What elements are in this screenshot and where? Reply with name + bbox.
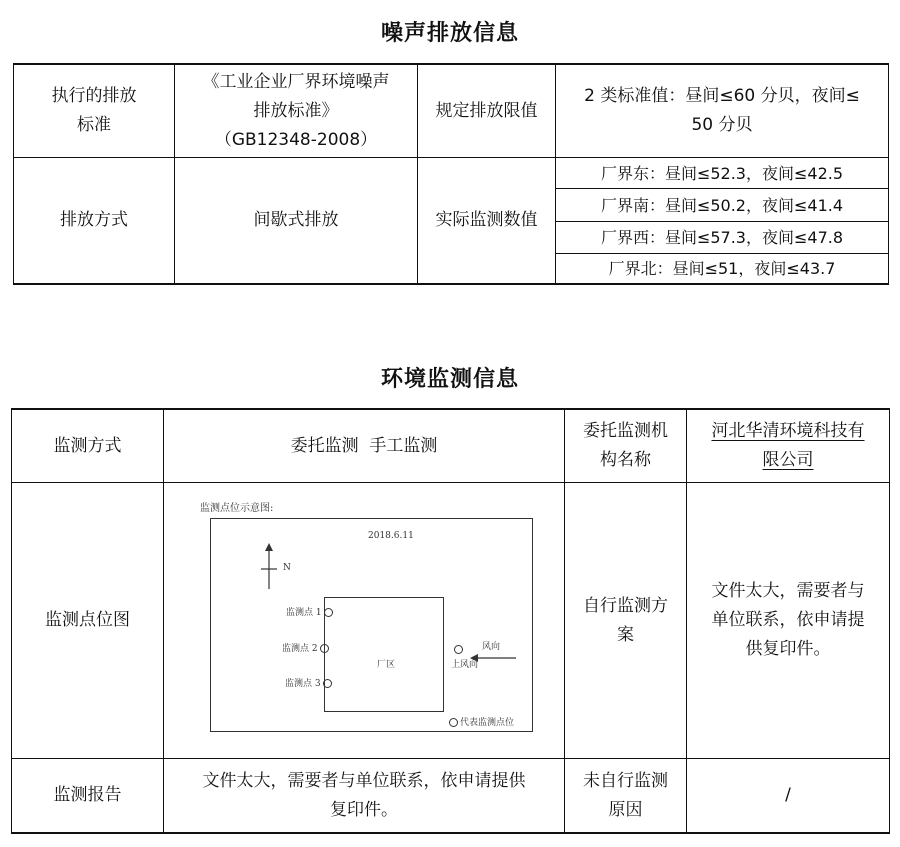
report-label: 监测报告 <box>53 785 122 805</box>
reason-label: 未自行监测 原因 <box>583 770 668 820</box>
reason-value: / <box>785 785 791 805</box>
reading-west: 厂界西：昼间≤57.3，夜间≤47.8 <box>600 228 844 247</box>
plan-label: 自行监测方 案 <box>583 595 668 645</box>
monitoring-point-1: 监测点 1 <box>286 605 333 618</box>
north-arrow-icon <box>259 543 279 593</box>
legend-marker-icon <box>449 718 458 727</box>
plan-value: 文件太大，需要者与 单位联系，依申请提 供复印件。 <box>711 581 865 659</box>
map-heading: 监测点位示意图: <box>200 503 274 514</box>
agency-value: 河北华清环境科技有 限公司 <box>711 421 865 470</box>
noise-section-title: 噪声排放信息 <box>380 21 519 46</box>
map-label: 监测点位图 <box>45 610 130 630</box>
method-label: 排放方式 <box>60 210 128 230</box>
wind-label: 风向 <box>482 642 501 652</box>
monitoring-section-title: 环境监测信息 <box>380 367 519 392</box>
actual-label: 实际监测数值 <box>435 210 538 230</box>
north-label: N <box>283 563 291 573</box>
point-marker-icon <box>323 679 332 688</box>
method-value: 间歇式排放 <box>253 210 339 230</box>
map-date: 2018.6.11 <box>368 531 414 541</box>
point-marker-icon <box>324 608 333 617</box>
upwind-label: 上风向 <box>451 660 479 670</box>
reading-south: 厂界南：昼间≤50.2，夜间≤41.4 <box>600 195 844 215</box>
factory-label: 厂区 <box>377 660 396 670</box>
report-value: 文件太大，需要者与单位联系，依申请提供 复印件。 <box>202 770 526 820</box>
monitoring-point-map <box>164 483 564 758</box>
limit-label: 规定排放限值 <box>435 100 538 121</box>
reading-north: 厂界北：昼间≤51，夜间≤43.7 <box>608 259 836 278</box>
agency-label: 委托监测机 构名称 <box>583 421 668 470</box>
map-legend: 代表监测点位 <box>449 715 514 728</box>
factory-area <box>324 597 444 712</box>
monitor-method-value: 委托监测 手工监测 <box>290 435 438 456</box>
upwind-point-marker-icon <box>454 645 463 654</box>
standard-value: 《工业企业厂界环境噪声 排放标准》 （GB12348-2008） <box>202 71 390 150</box>
limit-value: 2 类标准值：昼间≤60 分贝，夜间≤ 50 分贝 <box>584 86 860 135</box>
wind-arrow-icon <box>470 649 518 661</box>
monitor-method-label: 监测方式 <box>53 435 122 456</box>
monitoring-point-2: 监测点 2 <box>282 641 329 654</box>
monitoring-point-3: 监测点 3 <box>285 676 332 689</box>
reading-east: 厂界东：昼间≤52.3，夜间≤42.5 <box>600 163 844 183</box>
point-marker-icon <box>320 644 329 653</box>
standard-label: 执行的排放标准 <box>51 86 137 135</box>
